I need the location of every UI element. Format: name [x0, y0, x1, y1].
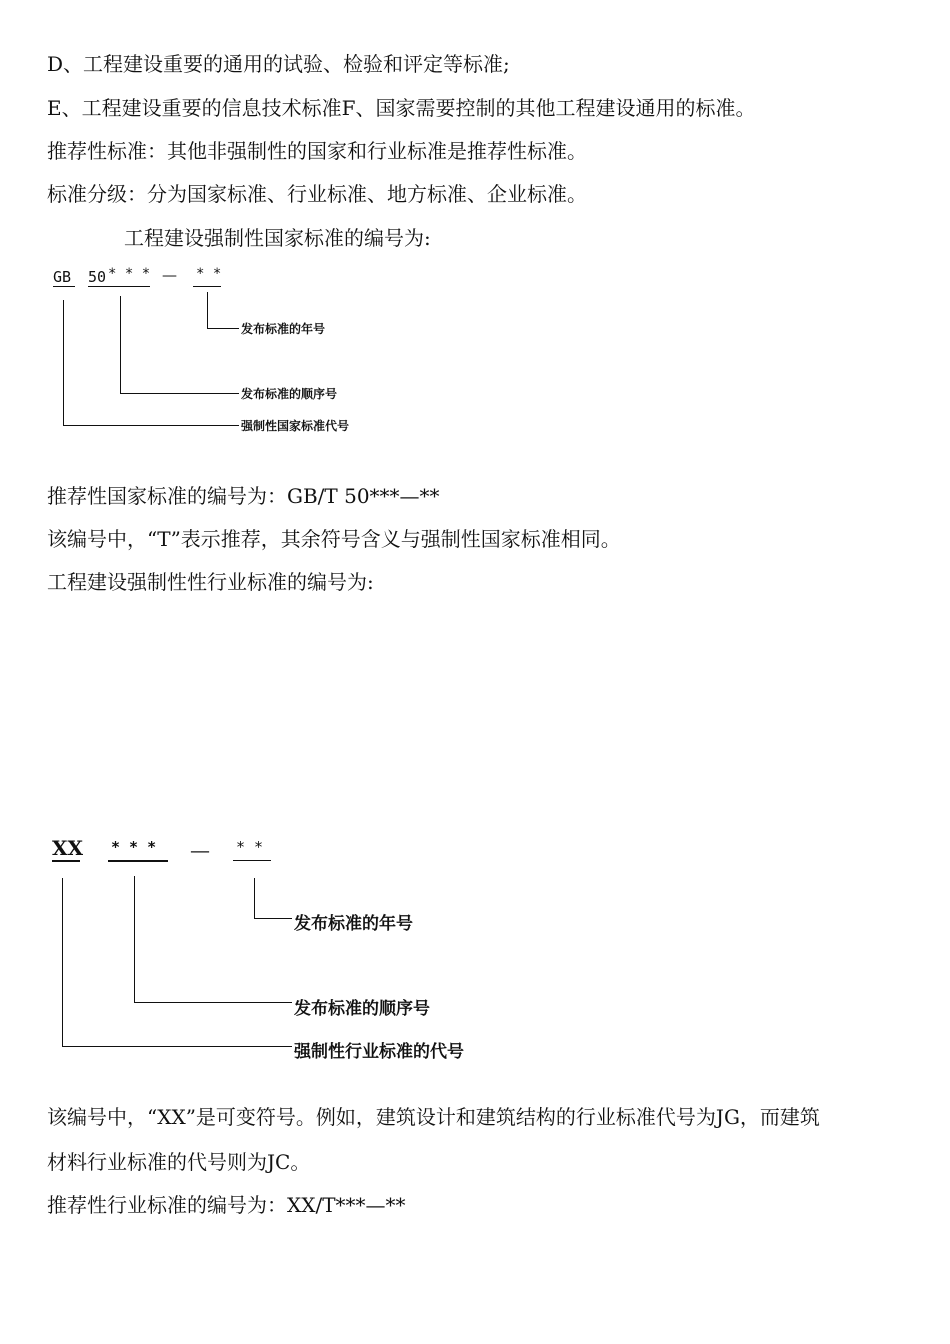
paragraph-d: D、工程建设重要的通用的试验、检验和评定等标准; — [47, 52, 510, 76]
code-year-stars: * * — [236, 838, 264, 856]
paragraph-recommended-national-code: 推荐性国家标准的编号为：GB/T 50***—** — [47, 484, 440, 508]
underline-gb — [53, 286, 75, 287]
connector-code-horizontal — [63, 425, 239, 426]
connector-year-vertical — [207, 292, 208, 328]
connector-code-vertical — [62, 878, 63, 1046]
underline-year — [233, 860, 271, 861]
underline-stars — [108, 860, 168, 862]
code-stars: * * * — [111, 838, 157, 856]
connector-year-horizontal — [207, 328, 239, 329]
heading-industry-code: 工程建设强制性性行业标准的编号为: — [47, 570, 374, 594]
connector-year-horizontal — [254, 918, 292, 919]
code-prefix-gb: GB — [53, 268, 72, 286]
code-year-stars: * * — [196, 266, 222, 282]
paragraph-recommended-industry-code: 推荐性行业标准的编号为：XX/T***—** — [47, 1193, 406, 1217]
underline-50-stars — [88, 286, 150, 287]
paragraph-xx-meaning-line2: 材料行业标准的代号则为JC。 — [47, 1150, 311, 1174]
label-sequence-number: 发布标准的顺序号 — [241, 387, 338, 401]
label-national-code: 强制性国家标准代号 — [241, 419, 350, 433]
underline-year — [193, 286, 221, 287]
code-number-50: 50 — [88, 268, 107, 286]
paragraph-t-meaning: 该编号中，“T”表示推荐，其余符号含义与强制性国家标准相同。 — [47, 527, 621, 551]
underline-xx — [52, 860, 80, 862]
label-publish-year: 发布标准的年号 — [241, 322, 326, 336]
connector-sequence-horizontal — [120, 393, 239, 394]
paragraph-standard-levels: 标准分级：分为国家标准、行业标准、地方标准、企业标准。 — [47, 182, 587, 206]
heading-national-code: 工程建设强制性国家标准的编号为: — [124, 226, 431, 250]
label-publish-year: 发布标准的年号 — [294, 914, 413, 934]
paragraph-e: E、工程建设重要的信息技术标准F、国家需要控制的其他工程建设通用的标准。 — [47, 96, 756, 120]
connector-sequence-vertical — [134, 876, 135, 1002]
connector-sequence-horizontal — [134, 1002, 292, 1003]
paragraph-xx-meaning-line1: 该编号中，“XX”是可变符号。例如，建筑设计和建筑结构的行业标准代号为JG，而建筑 — [47, 1105, 820, 1129]
code-dash: — — [190, 838, 210, 862]
code-dash: — — [162, 266, 177, 284]
paragraph-recommended-standard: 推荐性标准：其他非强制性的国家和行业标准是推荐性标准。 — [47, 139, 587, 163]
connector-code-horizontal — [62, 1046, 292, 1047]
connector-sequence-vertical — [120, 296, 121, 393]
connector-year-vertical — [254, 878, 255, 918]
connector-code-vertical — [63, 300, 64, 425]
label-sequence-number: 发布标准的顺序号 — [294, 999, 430, 1019]
code-prefix-xx: XX — [52, 836, 84, 860]
code-stars: * * * — [108, 266, 151, 282]
label-industry-code: 强制性行业标准的代号 — [294, 1042, 464, 1062]
